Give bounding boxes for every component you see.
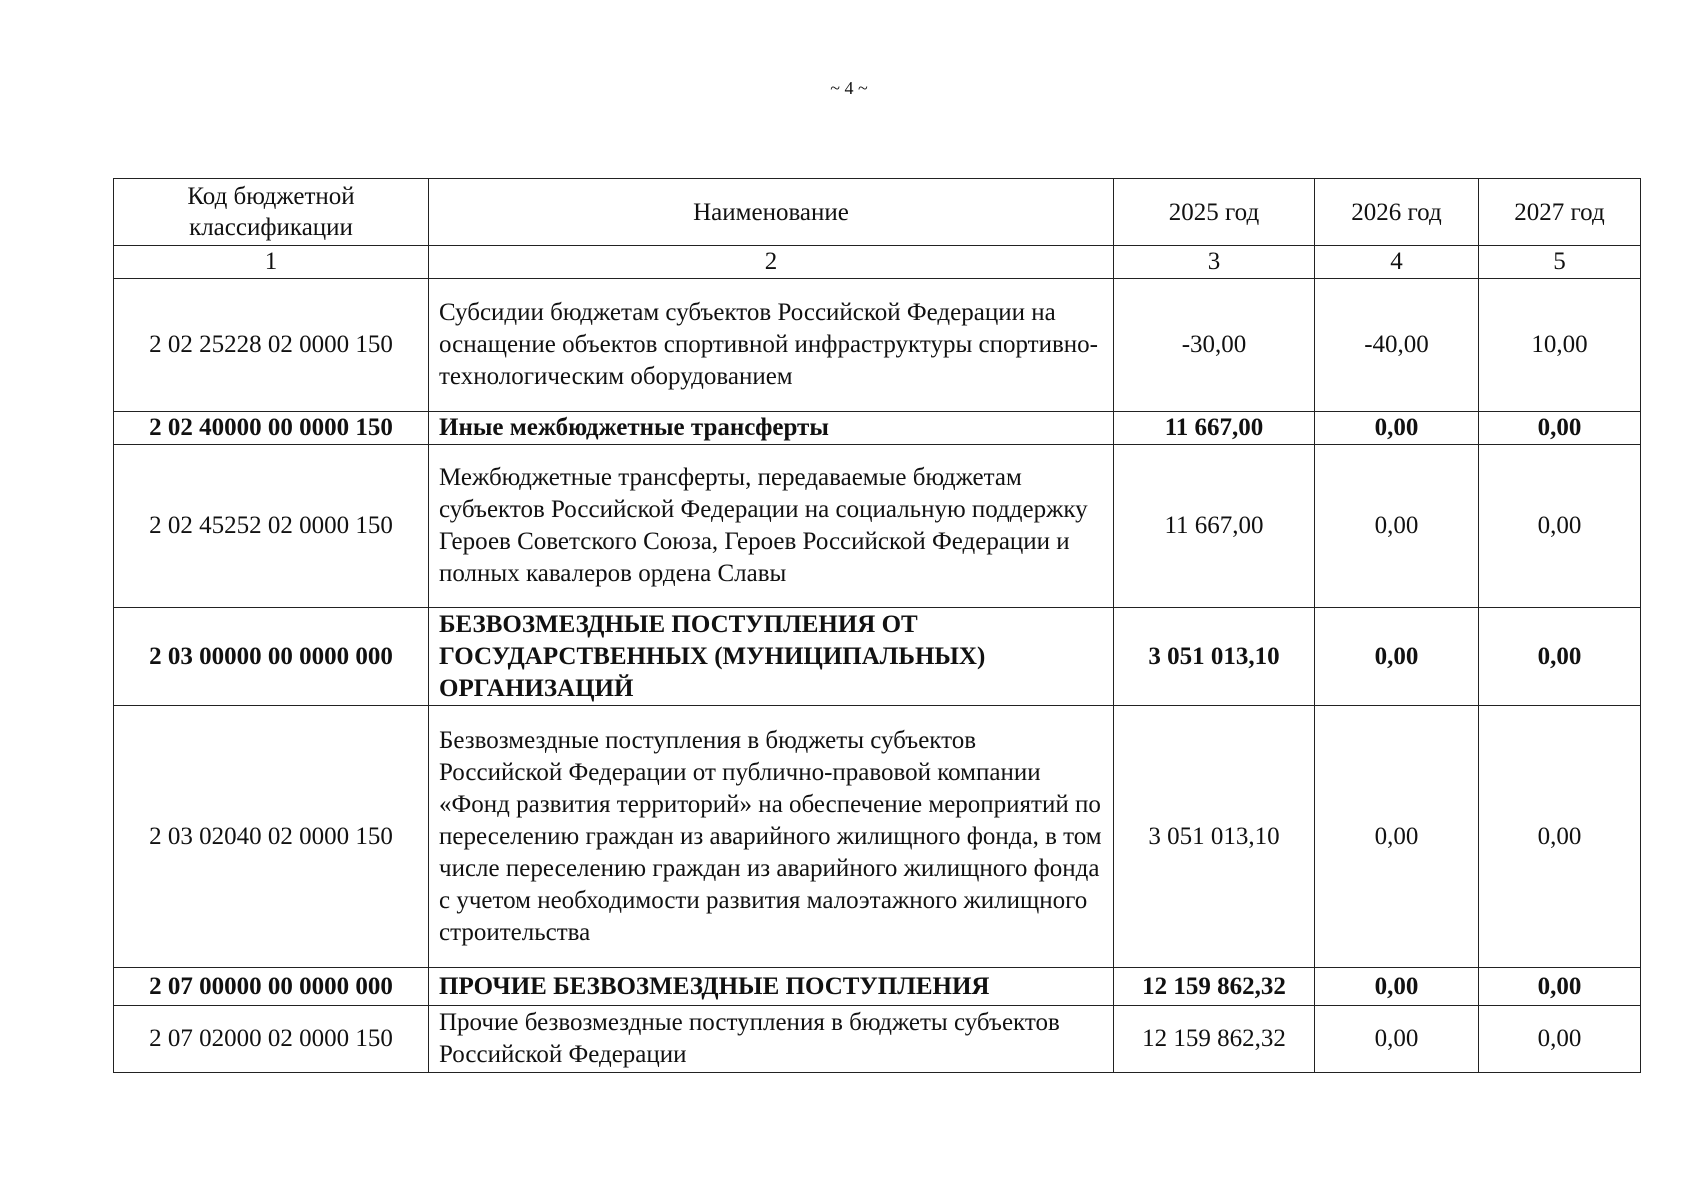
- row-value-2025: 11 667,00: [1114, 412, 1315, 445]
- row-code: 2 03 02040 02 0000 150: [114, 706, 429, 968]
- row-name: Иные межбюджетные трансферты: [429, 412, 1114, 445]
- row-name: БЕЗВОЗМЕЗДНЫЕ ПОСТУПЛЕНИЯ ОТ ГОСУДАРСТВЕННЫХ (МУНИЦИПАЛЬНЫХ) ОРГАНИЗАЦИЙ: [429, 608, 1114, 706]
- row-value-2025: 3 051 013,10: [1114, 608, 1315, 706]
- column-number: 2: [429, 246, 1114, 279]
- row-value-2026: 0,00: [1315, 608, 1479, 706]
- row-value-2026: 0,00: [1315, 968, 1479, 1006]
- row-value-2027: 0,00: [1479, 445, 1641, 608]
- row-code: 2 02 45252 02 0000 150: [114, 445, 429, 608]
- row-name: Межбюджетные трансферты, передаваемые бюджетам субъектов Российской Федерации на социальную поддержку Героев Советского Союза, Героев Российской Федерации и полных кавалеров ордена Славы: [429, 445, 1114, 608]
- row-value-2027: 0,00: [1479, 1006, 1641, 1073]
- row-value-2026: 0,00: [1315, 412, 1479, 445]
- table-row: [114, 968, 1641, 1006]
- row-value-2025: 11 667,00: [1114, 445, 1315, 608]
- row-name: Прочие безвозмездные поступления в бюджеты субъектов Российской Федерации: [429, 1006, 1114, 1073]
- table-row: [114, 1006, 1641, 1073]
- row-value-2025: 3 051 013,10: [1114, 706, 1315, 968]
- row-value-2026: 0,00: [1315, 1006, 1479, 1073]
- row-value-2027: 0,00: [1479, 608, 1641, 706]
- row-value-2026: 0,00: [1315, 706, 1479, 968]
- column-number-row: [114, 246, 1641, 279]
- table-row: [114, 445, 1641, 608]
- header-2027: 2027 год: [1479, 179, 1641, 246]
- row-name: Субсидии бюджетам субъектов Российской Федерации на оснащение объектов спортивной инфраструктуры спортивно-технологическим оборудованием: [429, 279, 1114, 412]
- row-value-2025: 12 159 862,32: [1114, 968, 1315, 1006]
- table-row: [114, 279, 1641, 412]
- header-code: Код бюджетной классификации: [114, 179, 429, 246]
- row-code: 2 02 40000 00 0000 150: [114, 412, 429, 445]
- row-name: Безвозмездные поступления в бюджеты субъектов Российской Федерации от публично-правовой компании «Фонд развития территорий» на обеспечение мероприятий по переселению граждан из аварийного жилищного фонда, в том числе переселению граждан из аварийного жилищного фонда с учетом необходимости развития малоэтажного жилищного строительства: [429, 706, 1114, 968]
- row-value-2027: 10,00: [1479, 279, 1641, 412]
- row-value-2026: -40,00: [1315, 279, 1479, 412]
- row-value-2027: 0,00: [1479, 706, 1641, 968]
- row-value-2026: 0,00: [1315, 445, 1479, 608]
- column-number: 1: [114, 246, 429, 279]
- column-number: 4: [1315, 246, 1479, 279]
- header-2025: 2025 год: [1114, 179, 1315, 246]
- header-2026: 2026 год: [1315, 179, 1479, 246]
- row-code: 2 07 00000 00 0000 000: [114, 968, 429, 1006]
- budget-table: [113, 178, 1641, 1073]
- table-row: [114, 706, 1641, 968]
- row-code: 2 02 25228 02 0000 150: [114, 279, 429, 412]
- table-row: [114, 412, 1641, 445]
- row-value-2027: 0,00: [1479, 968, 1641, 1006]
- row-value-2027: 0,00: [1479, 412, 1641, 445]
- row-value-2025: 12 159 862,32: [1114, 1006, 1315, 1073]
- page-number: ~ 4 ~: [830, 78, 868, 98]
- row-value-2025: -30,00: [1114, 279, 1315, 412]
- header-name: Наименование: [429, 179, 1114, 246]
- row-code: 2 07 02000 02 0000 150: [114, 1006, 429, 1073]
- table-row: [114, 608, 1641, 706]
- row-name: ПРОЧИЕ БЕЗВОЗМЕЗДНЫЕ ПОСТУПЛЕНИЯ: [429, 968, 1114, 1006]
- row-code: 2 03 00000 00 0000 000: [114, 608, 429, 706]
- column-number: 3: [1114, 246, 1315, 279]
- column-number: 5: [1479, 246, 1641, 279]
- header-row: [114, 179, 1641, 246]
